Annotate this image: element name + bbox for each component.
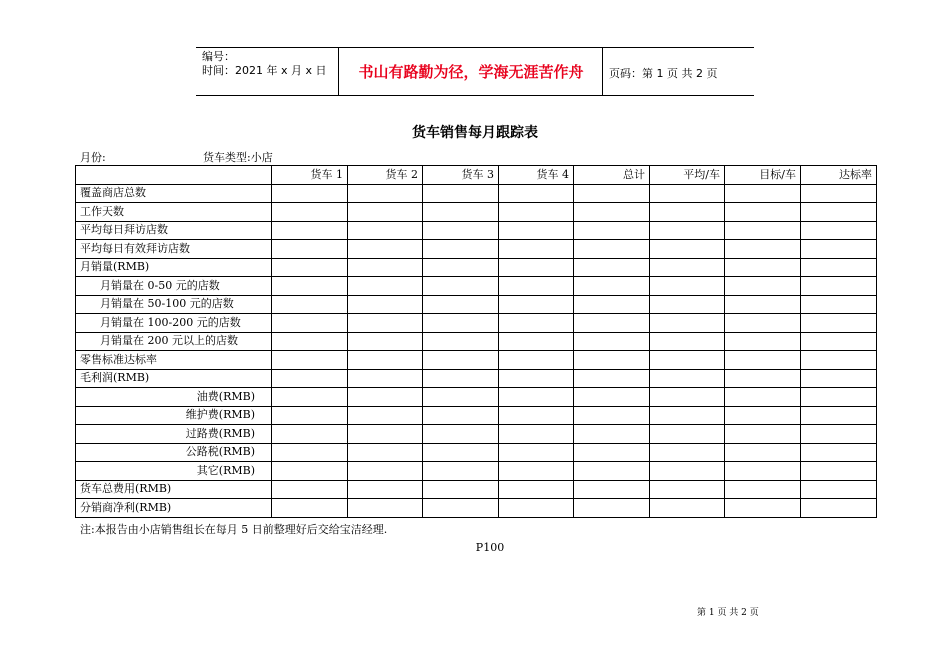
table-cell [725,425,801,444]
table-cell [499,351,574,370]
row-label: 平均每日拜访店数 [76,221,272,240]
table-cell [499,332,574,351]
table-row [76,332,877,351]
row-label: 月销量在 200 元以上的店数 [76,332,272,351]
table-cell [272,425,348,444]
column-header: 总计 [574,166,650,185]
table-cell [499,203,574,222]
table-cell [725,406,801,425]
column-header: 平均/车 [650,166,725,185]
number-label: 编号： [202,50,235,63]
table-cell [499,499,574,518]
table-cell [423,314,499,333]
table-cell [423,406,499,425]
header-meta [202,50,327,78]
table-cell [423,351,499,370]
table-cell [650,314,725,333]
table-cell [725,369,801,388]
header-page-info: 页码：第 1 页 共 2 页 [609,67,718,80]
row-label: 平均每日有效拜访店数 [76,240,272,259]
row-label: 工作天数 [76,203,272,222]
table-cell [499,314,574,333]
row-label: 月销量在 0-50 元的店数 [76,277,272,296]
table-cell [423,443,499,462]
table-cell [574,277,650,296]
table-cell [423,277,499,296]
table-cell [272,203,348,222]
table-cell [499,240,574,259]
table-cell [272,314,348,333]
table-cell [499,277,574,296]
table-cell [272,388,348,407]
table-cell [725,221,801,240]
table-cell [801,221,877,240]
table-cell [801,184,877,203]
table-cell [423,388,499,407]
table-cell [801,406,877,425]
table-cell [801,351,877,370]
table-cell [423,332,499,351]
table-cell [348,203,423,222]
table-cell [499,369,574,388]
page-footer: 第 1 页 共 2 页 [697,608,759,618]
table-cell [650,351,725,370]
table-row [76,221,877,240]
table-cell [348,425,423,444]
table-cell [725,480,801,499]
table-row [76,369,877,388]
table-cell [272,295,348,314]
table-cell [650,369,725,388]
table-cell [801,277,877,296]
table-row [76,425,877,444]
table-cell [499,406,574,425]
table-cell [574,369,650,388]
time-label: 时间：2021 年 x 月 x 日 [202,64,327,77]
table-cell [499,425,574,444]
table-cell [574,480,650,499]
table-cell [423,258,499,277]
table-cell [574,425,650,444]
column-header: 货车 2 [348,166,423,185]
table-row [76,351,877,370]
table-cell [574,406,650,425]
table-cell [801,314,877,333]
table-cell [650,240,725,259]
table-cell [725,462,801,481]
table-cell [499,295,574,314]
column-header [76,166,272,185]
table-cell [650,462,725,481]
table-cell [272,406,348,425]
table-cell [801,203,877,222]
table-cell [423,184,499,203]
table-cell [348,221,423,240]
table-row [76,406,877,425]
row-label: 毛利润(RMB) [76,369,272,388]
table-cell [272,240,348,259]
table-cell [423,203,499,222]
table-cell [650,499,725,518]
table-cell [574,332,650,351]
table-cell [574,240,650,259]
table-cell [801,240,877,259]
page-title: 货车销售每月跟踪表 [412,125,538,141]
table-cell [272,369,348,388]
table-row [76,258,877,277]
table-cell [499,221,574,240]
table-cell [272,499,348,518]
row-label: 覆盖商店总数 [76,184,272,203]
header-motto: 书山有路勤为径，学海无涯苦作舟 [358,62,584,81]
table-cell [725,184,801,203]
table-cell [725,443,801,462]
column-header: 货车 1 [272,166,348,185]
table-cell [423,480,499,499]
column-header: 达标率 [801,166,877,185]
table-cell [801,480,877,499]
table-cell [423,369,499,388]
table-cell [574,462,650,481]
table-cell [574,295,650,314]
row-label: 零售标准达标率 [76,351,272,370]
table-row [76,203,877,222]
table-cell [499,258,574,277]
table-cell [725,277,801,296]
row-label: 分销商净利(RMB) [76,499,272,518]
table-cell [272,277,348,296]
table-header-row [76,166,877,185]
table-cell [499,443,574,462]
table-row [76,240,877,259]
table-cell [574,499,650,518]
table-cell [650,332,725,351]
table-cell [650,388,725,407]
table-cell [423,499,499,518]
table-cell [348,351,423,370]
table-row [76,499,877,518]
table-cell [499,184,574,203]
table-cell [650,406,725,425]
row-label: 月销量在 50-100 元的店数 [76,295,272,314]
table-cell [574,221,650,240]
table-cell [272,351,348,370]
table-cell [650,258,725,277]
table-cell [348,369,423,388]
table-cell [574,314,650,333]
table-cell [574,443,650,462]
row-label: 月销量(RMB) [76,258,272,277]
table-cell [499,480,574,499]
table-cell [272,258,348,277]
table-cell [574,258,650,277]
table-cell [801,499,877,518]
table-cell [348,314,423,333]
table-cell [650,480,725,499]
table-cell [801,443,877,462]
table-cell [272,332,348,351]
truck-type-label: 货车类型:小店 [203,151,273,164]
tracking-table [75,165,877,518]
table-cell [725,332,801,351]
table-cell [725,388,801,407]
column-header: 目标/车 [725,166,801,185]
table-cell [801,462,877,481]
table-cell [499,462,574,481]
table-cell [348,443,423,462]
table-cell [725,295,801,314]
table-row [76,295,877,314]
row-label: 公路税(RMB) [76,443,272,462]
row-label: 维护费(RMB) [76,406,272,425]
table-row [76,388,877,407]
table-cell [801,425,877,444]
table-cell [650,221,725,240]
table-cell [650,443,725,462]
table-cell [650,277,725,296]
table-cell [650,184,725,203]
table-cell [650,425,725,444]
table-cell [574,351,650,370]
table-cell [650,203,725,222]
page-code: P100 [475,541,505,554]
table-cell [272,443,348,462]
row-label: 过路费(RMB) [76,425,272,444]
table-cell [423,462,499,481]
table-cell [801,295,877,314]
table-cell [725,240,801,259]
table-row [76,277,877,296]
table-row [76,314,877,333]
row-label: 月销量在 100-200 元的店数 [76,314,272,333]
header-bottom-rule [196,95,754,96]
table-cell [423,240,499,259]
table-row [76,462,877,481]
table-cell [423,295,499,314]
table-cell [725,203,801,222]
column-header: 货车 4 [499,166,574,185]
row-label: 其它(RMB) [76,462,272,481]
table-row [76,480,877,499]
table-cell [801,369,877,388]
table-cell [574,388,650,407]
table-cell [574,203,650,222]
table-cell [272,462,348,481]
column-header: 货车 3 [423,166,499,185]
document-header [196,47,754,95]
table-cell [348,258,423,277]
table-cell [801,258,877,277]
footnote: 注:本报告由小店销售组长在每月 5 日前整理好后交给宝洁经理. [80,523,388,536]
table-row [76,184,877,203]
row-label: 货车总费用(RMB) [76,480,272,499]
table-cell [423,221,499,240]
table-cell [348,240,423,259]
row-label: 油费(RMB) [76,388,272,407]
table-cell [423,425,499,444]
table-cell [348,499,423,518]
table-cell [348,388,423,407]
table-cell [725,351,801,370]
month-label: 月份: [80,151,106,164]
table-cell [725,499,801,518]
table-cell [272,480,348,499]
table-cell [801,332,877,351]
table-row [76,443,877,462]
table-cell [348,462,423,481]
table-cell [801,388,877,407]
table-cell [272,184,348,203]
table-cell [725,314,801,333]
table-cell [574,184,650,203]
table-cell [348,184,423,203]
table-cell [348,277,423,296]
table-cell [650,295,725,314]
table-cell [272,221,348,240]
table-cell [348,480,423,499]
table-cell [499,388,574,407]
table-cell [348,295,423,314]
table-cell [348,332,423,351]
table-cell [348,406,423,425]
table-cell [725,258,801,277]
